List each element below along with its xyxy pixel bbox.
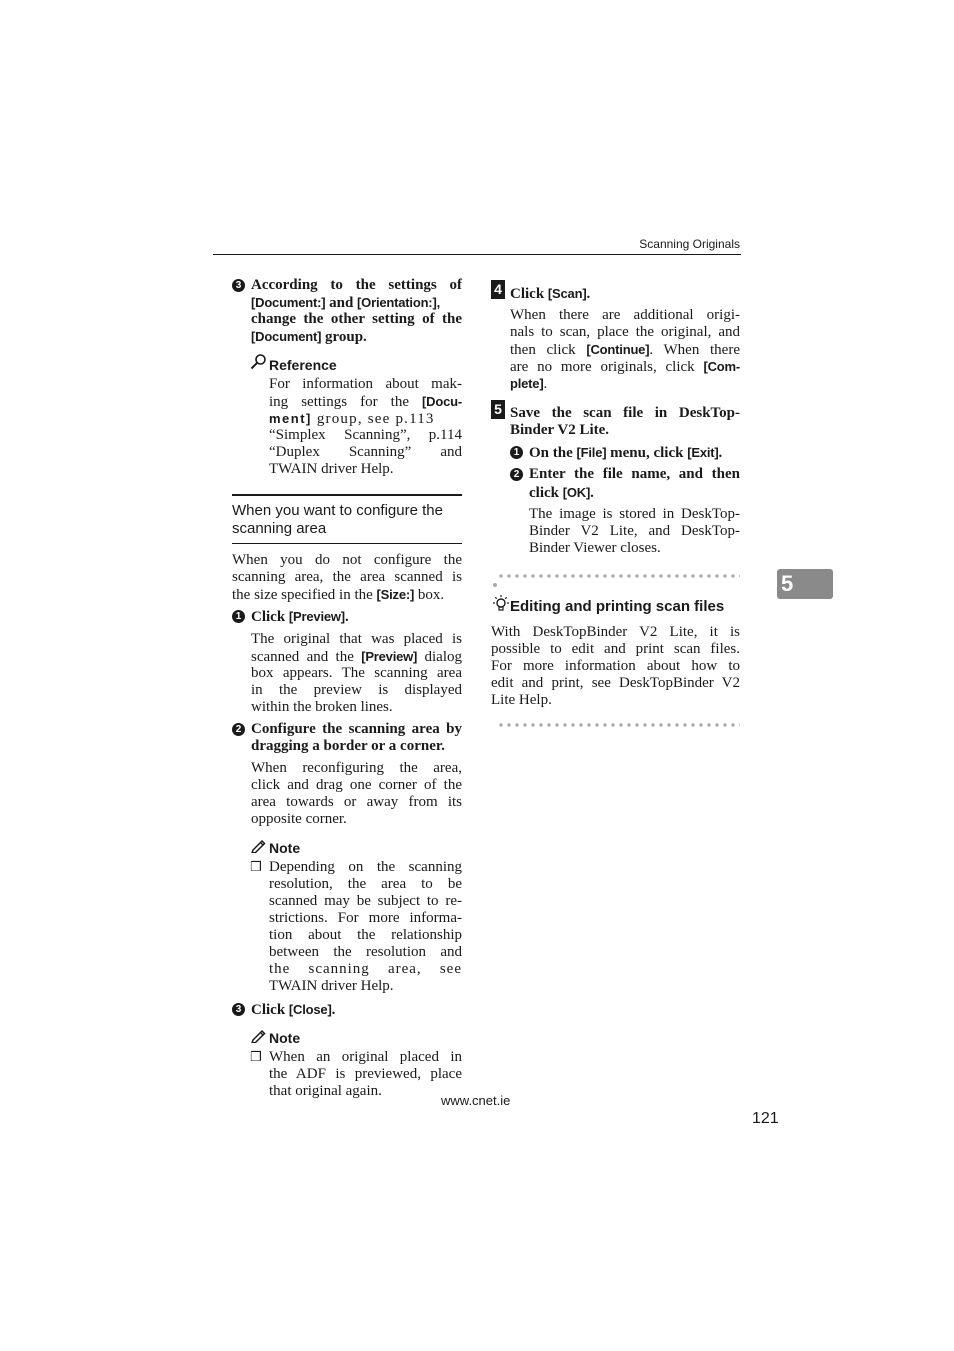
note-1-label: Note — [269, 840, 301, 856]
intro-line-2: scanning area, the area scanned is — [232, 569, 462, 585]
intro-line-1: When you do not configure the — [232, 552, 462, 568]
note-1-bullet: ❒ — [250, 860, 262, 875]
reference-label: Reference — [269, 357, 337, 373]
note-1-line-7: the scanning area, see — [269, 961, 462, 977]
chapter-tab: 5 — [777, 569, 833, 599]
reference-line-6: TWAIN driver Help. — [269, 461, 394, 477]
subsection-title-line-1: When you want to configure the — [232, 502, 443, 519]
substep-1-line-3: box appears. The scanning area — [251, 665, 462, 681]
note-1-line-1: Depending on the scanning — [269, 859, 462, 875]
substep-1-line-4: in the preview is displayed — [251, 682, 462, 698]
step-5-line-2: Binder V2 Lite, and DeskTop- — [529, 523, 740, 539]
note-2-line-2: the ADF is previewed, place — [269, 1066, 462, 1082]
step-3-line-1: According to the settings of — [251, 277, 462, 293]
page-number: 121 — [752, 1110, 779, 1127]
step-5-substep-2-line-1: Enter the file name, and then — [529, 466, 740, 482]
step-4-line-5: plete]. — [510, 376, 548, 392]
tip-line-3: For more information about how to — [491, 658, 740, 674]
tip-bottom-dotted-rule — [497, 723, 740, 727]
substep-2-line-4: opposite corner. — [251, 811, 347, 827]
step-5-substep-number-1: 1 — [510, 446, 523, 459]
reference-line-5: “Duplex Scanning” and — [269, 444, 462, 460]
note-1-line-6: between the resolution and — [269, 944, 462, 960]
step-5-line-1: The image is stored in DeskTop- — [529, 506, 740, 522]
tip-line-1: With DeskTopBinder V2 Lite, it is — [491, 624, 740, 640]
note-1-line-2: resolution, the area to be — [269, 876, 462, 892]
substep-number-2: 2 — [232, 723, 245, 736]
note-1-line-5: tion about the relationship — [269, 927, 462, 943]
note-1-line-4: strictions. For more informa- — [269, 910, 462, 926]
subsection-bottom-rule — [232, 543, 462, 544]
reference-line-3: ment] group, see p.113 — [269, 411, 435, 427]
tip-line-2: possible to edit and print scan files. — [491, 641, 740, 657]
tip-line-4: edit and print, see DeskTopBinder V2 — [491, 675, 740, 691]
reference-line-2: ing settings for the [Docu- — [269, 394, 462, 410]
step-5-substep-2-line-2: click [OK]. — [529, 485, 594, 501]
substep-1-line-2: scanned and the [Preview] dialog — [251, 649, 462, 665]
header-rule — [213, 254, 741, 255]
substep-2-heading-line-1: Configure the scanning area by — [251, 721, 462, 737]
step-4-line-3: then click [Continue]. When there — [510, 342, 740, 358]
step-4-heading: Click [Scan]. — [510, 286, 591, 302]
magnifier-icon — [250, 353, 267, 370]
step-4-line-2: nals to scan, place the original, and — [510, 324, 740, 340]
tip-title: Editing and printing scan files — [510, 598, 725, 615]
running-header: Scanning Originals — [639, 237, 740, 251]
substep-2-line-1: When reconfiguring the area, — [251, 760, 462, 776]
step-5-heading-line-2: Binder V2 Lite. — [510, 422, 610, 438]
step-number-4: 4 — [491, 280, 505, 299]
step-3-line-2: [Document:] and [Orientation:], — [251, 295, 440, 311]
tip-dot-curve — [493, 583, 497, 587]
step-4-line-4: are no more originals, click [Com- — [510, 359, 740, 375]
note-2-line-3: that original again. — [269, 1083, 382, 1099]
step-5-heading-line-1: Save the scan file in DeskTop- — [510, 405, 740, 421]
note-1-line-3: scanned may be subject to re- — [269, 893, 462, 909]
substep-1-heading: Click [Preview]. — [251, 609, 349, 625]
reference-line-1: For information about mak- — [269, 376, 462, 392]
subsection-title-line-2: scanning area — [232, 520, 327, 537]
step-number-5: 5 — [491, 400, 505, 419]
substep-2-heading-line-2: dragging a border or a corner. — [251, 738, 445, 754]
lightbulb-icon — [491, 594, 511, 614]
substep-1-line-5: within the broken lines. — [251, 699, 393, 715]
substep-2-line-2: click and drag one corner of the — [251, 777, 462, 793]
reference-line-4: “Simplex Scanning”, p.114 — [269, 427, 462, 443]
step-5-line-3: Binder Viewer closes. — [529, 540, 661, 556]
pencil-icon — [250, 838, 267, 853]
tip-line-5: Lite Help. — [491, 692, 552, 708]
intro-line-3: the size specified in the [Size:] box. — [232, 587, 445, 603]
substep-number-3: 3 — [232, 1003, 245, 1016]
subsection-top-rule — [232, 494, 462, 496]
substep-3-heading: Click [Close]. — [251, 1002, 336, 1018]
substep-2-line-3: area towards or away from its — [251, 794, 462, 810]
note-2-line-1: When an original placed in — [269, 1049, 462, 1065]
step-4-line-1: When there are additional origi- — [510, 307, 740, 323]
step-3-line-4: [Document] group. — [251, 329, 367, 345]
step-5-substep-1: On the [File] menu, click [Exit]. — [529, 445, 723, 461]
substep-number-1: 1 — [232, 610, 245, 623]
note-2-bullet: ❒ — [250, 1050, 262, 1065]
step-5-substep-number-2: 2 — [510, 468, 523, 481]
step-number-3: 3 — [232, 279, 245, 292]
footer-website: www.cnet.ie — [441, 1093, 511, 1108]
tip-top-dotted-rule — [497, 574, 740, 578]
substep-1-line-1: The original that was placed is — [251, 631, 462, 647]
pencil-icon — [250, 1028, 267, 1043]
note-2-label: Note — [269, 1030, 301, 1046]
note-1-line-8: TWAIN driver Help. — [269, 978, 394, 994]
step-3-line-3: change the other setting of the — [251, 311, 462, 327]
